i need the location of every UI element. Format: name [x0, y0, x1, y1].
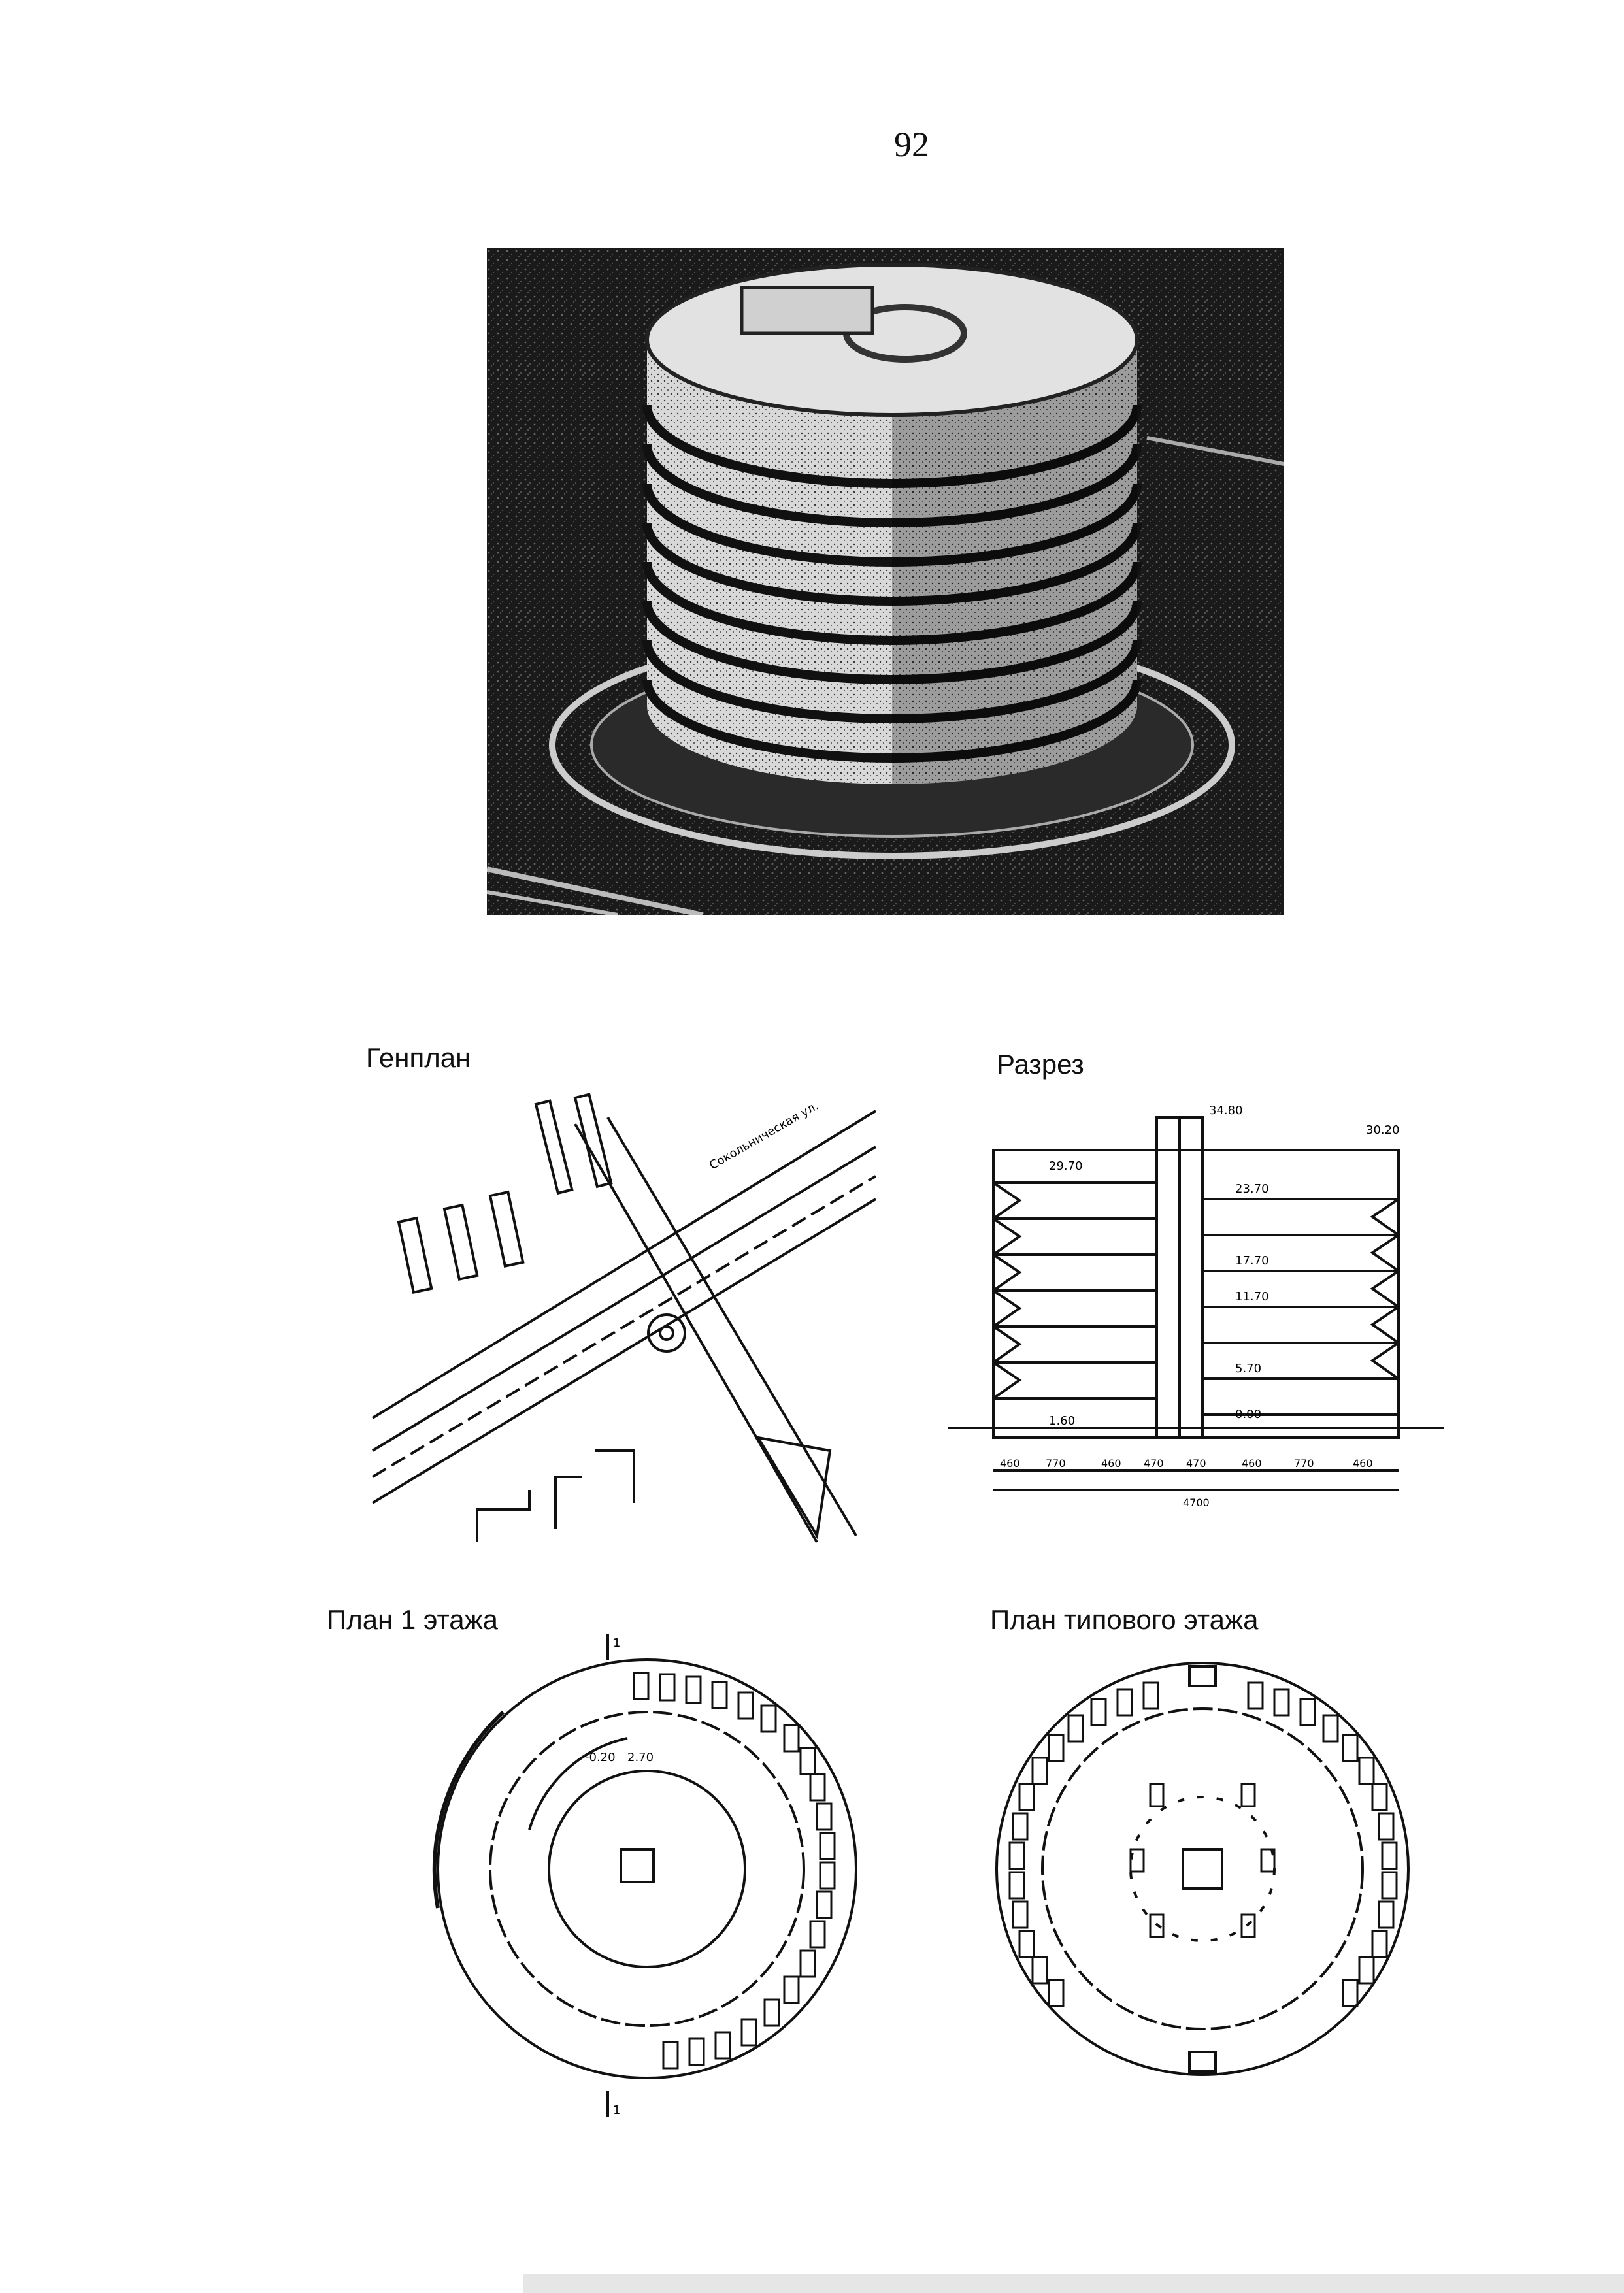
dim-8: 460: [1353, 1457, 1373, 1470]
dim-3: 460: [1101, 1457, 1121, 1470]
dim-2: 770: [1046, 1457, 1066, 1470]
typical-floor-plan-caption: План типового этажа: [990, 1604, 1259, 1635]
level-mark-right-1: 23.70: [1235, 1182, 1269, 1196]
scan-edge: [523, 2274, 1624, 2293]
dim-1: 460: [1000, 1457, 1020, 1470]
dim-7: 770: [1294, 1457, 1314, 1470]
dim-4: 470: [1144, 1457, 1164, 1470]
level-mark-right-3: 11.70: [1235, 1290, 1269, 1304]
level-mark-right-4: 5.70: [1235, 1362, 1262, 1376]
plan-level-2: 2.70: [627, 1751, 654, 1764]
level-mark-right-2: 17.70: [1235, 1254, 1269, 1268]
street-label: Сокольническая ул.: [707, 1098, 821, 1173]
dim-5: 470: [1186, 1457, 1206, 1470]
plan-level-1: -0.20: [585, 1751, 616, 1764]
ground-floor-plan-caption: План 1 этажа: [327, 1604, 499, 1635]
building-photo: [487, 248, 1284, 915]
level-mark-top: 34.80: [1209, 1104, 1243, 1117]
level-mark-left-top: 29.70: [1049, 1159, 1083, 1173]
level-mark-right-5: 0.00: [1235, 1408, 1262, 1421]
section-drawing: [948, 1098, 1470, 1516]
site-plan-drawing: [359, 1085, 882, 1562]
level-mark-left-bottom: 1.60: [1049, 1414, 1076, 1428]
ground-floor-plan-drawing: [412, 1634, 869, 2117]
axis-mark-bottom: 1: [613, 2103, 621, 2117]
dim-6: 460: [1242, 1457, 1262, 1470]
site-plan-caption: Генплан: [366, 1042, 471, 1073]
axis-mark-top: 1: [613, 1636, 621, 1650]
level-mark-roof: 30.20: [1366, 1123, 1400, 1137]
page-number: 92: [894, 125, 929, 164]
typical-floor-plan-drawing: [987, 1653, 1418, 2085]
section-caption: Разрез: [997, 1049, 1084, 1080]
dim-total: 4700: [1183, 1496, 1210, 1509]
